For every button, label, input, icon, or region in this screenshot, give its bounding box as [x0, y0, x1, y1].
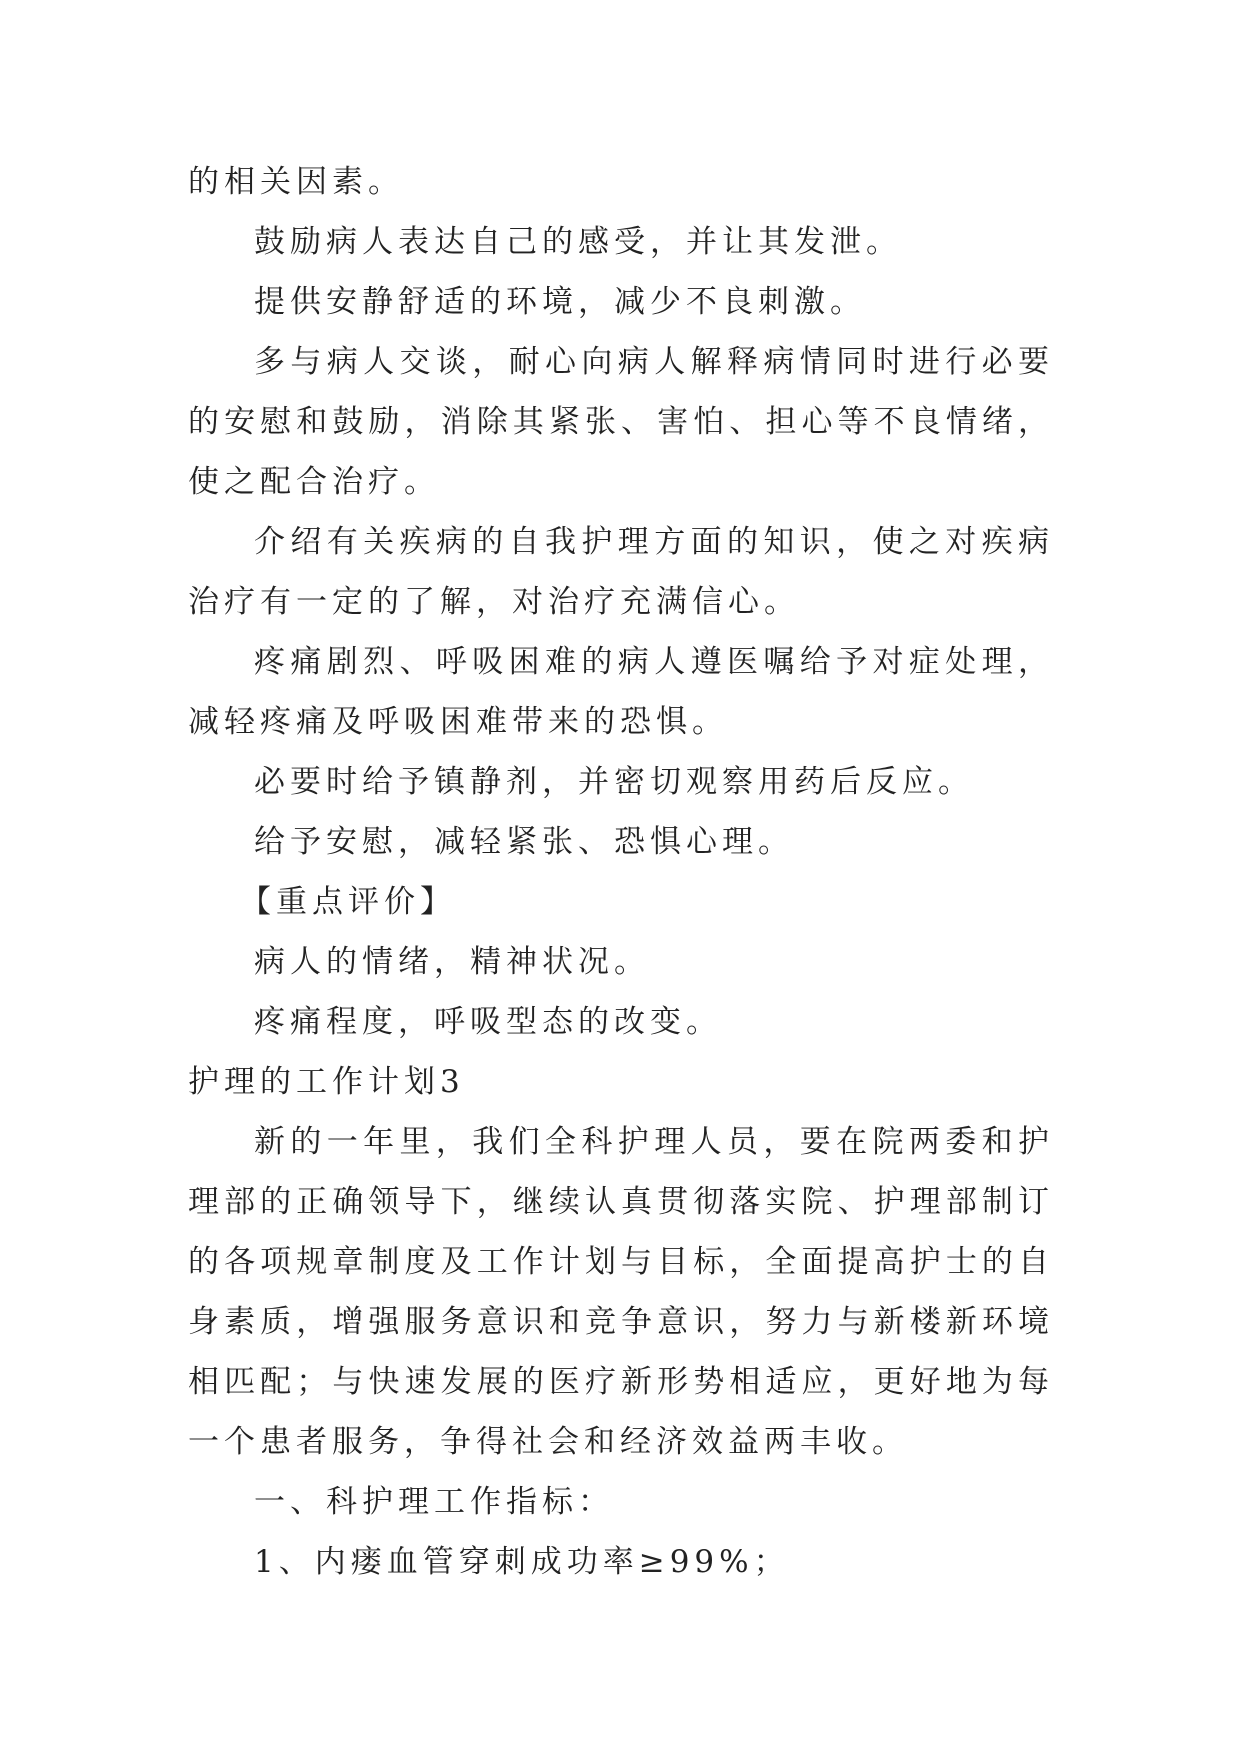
- paragraph-pain-breathing: 疼痛程度，呼吸型态的改变。: [254, 1004, 722, 1040]
- paragraph-sedatives: 必要时给予镇静剂，并密切观察用药后反应。: [254, 764, 974, 800]
- paragraph-emotional-state: 病人的情绪，精神状况。: [254, 944, 650, 980]
- paragraph-puncture-success-rate: 1、内瘘血管穿刺成功率≥99%；: [254, 1544, 790, 1580]
- paragraph-work-indicators: 一、科护理工作指标：: [254, 1484, 614, 1520]
- section-heading-key-evaluation: 【重点评价】: [240, 884, 456, 920]
- paragraph-talk-with-patient: 多与病人交谈，耐心向病人解释病情同时进行必要的安慰和鼓励，消除其紧张、害怕、担心等不良情绪，使之配合治疗。: [188, 344, 1054, 500]
- paragraph-continuation: 的相关因素。: [188, 164, 404, 200]
- paragraph-pain-relief: 疼痛剧烈、呼吸困难的病人遵医嘱给予对症处理，减轻疼痛及呼吸困难带来的恐惧。: [188, 644, 1054, 740]
- paragraph-encourage-expression: 鼓励病人表达自己的感受，并让其发泄。: [254, 224, 902, 260]
- document-page: [188, 152, 1054, 1592]
- paragraph-quiet-environment: 提供安静舒适的环境，减少不良刺激。: [254, 284, 866, 320]
- document-heading: 护理的工作计划3: [188, 1064, 465, 1100]
- paragraph-new-year-plan: 新的一年里，我们全科护理人员，要在院两委和护理部的正确领导下，继续认真贯彻落实院、护理部制订的各项规章制度及工作计划与目标，全面提高护士的自身素质，增强服务意识和竞争意识，努力与新楼新环境相匹配；与快速发展的医疗新形势相适应，更好地为每一个患者服务，争得社会和经济效益两丰收。: [188, 1124, 1054, 1460]
- paragraph-self-care-knowledge: 介绍有关疾病的自我护理方面的知识，使之对疾病治疗有一定的了解，对治疗充满信心。: [188, 524, 1054, 620]
- paragraph-comfort: 给予安慰，减轻紧张、恐惧心理。: [254, 824, 794, 860]
